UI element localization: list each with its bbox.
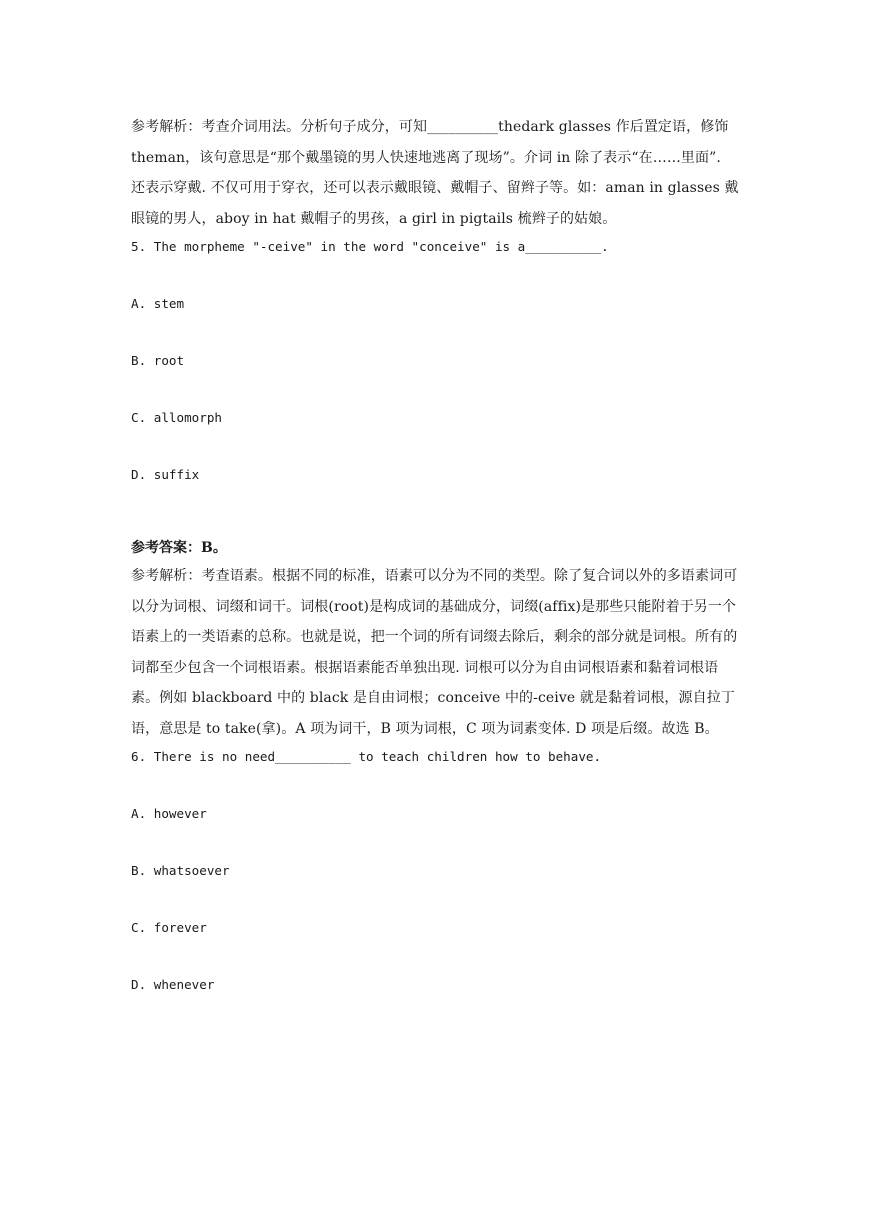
question-6-stem: 6. There is no need__________ to teach children how to behave. <box>131 749 602 764</box>
q6-option-c: C. forever <box>131 920 207 935</box>
previous-explanation: 参考解析：考查介词用法。分析句子成分，可知__________thedark glasses 作后置定语，修饰 theman，该句意思是“那个戴墨镜的男人快速地逃离了现场”。介词 in 除了表示“在……里面”. 还表示穿戴. 不仅可用于穿衣，还可以表示戴眼镜、戴帽子、留辫子等。如：aman in glasses 戴眼镜的男人，aboy in hat 戴帽子的男孩，a girl in pigtails 梳辫子的姑娘。 <box>131 119 739 227</box>
q5-option-b: B. root <box>131 353 185 368</box>
q6-option-b: B. whatsoever <box>131 863 230 878</box>
q6-option-a: A. however <box>131 806 207 821</box>
q5-option-d: D. suffix <box>131 467 200 482</box>
q5-explanation: 参考解析：考查语素。根据不同的标准，语素可以分为不同的类型。除了复合词以外的多语素词可以分为词根、词缀和词干。词根(root)是构成词的基础成分，词缀(affix)是那些只能附着于另一个语素上的一类语素的总称。也就是说，把一个词的所有词缀去除后，剩余的部分就是词根。所有的词都至少包含一个词根语素。根据语素能否单独出现. 词根可以分为自由词根语素和黏着词根语素。例如 blackboard 中的 black 是自由词根；conceive 中的-ceive 就是黏着词根，源自拉丁语，意思是 to take(拿)。A 项为词干，B 项为词根，C 项为词素变体. D 项是后缀。故选 B。 <box>131 568 738 737</box>
question-5-stem: 5. The morpheme "-ceive" in the word "conceive" is a__________. <box>131 239 609 254</box>
q5-option-c: C. allomorph <box>131 410 222 425</box>
document-page <box>131 112 739 1000</box>
q5-answer: 参考答案：B。 <box>131 540 227 556</box>
q5-option-a: A. stem <box>131 296 185 311</box>
q6-option-d: D. whenever <box>131 977 215 992</box>
